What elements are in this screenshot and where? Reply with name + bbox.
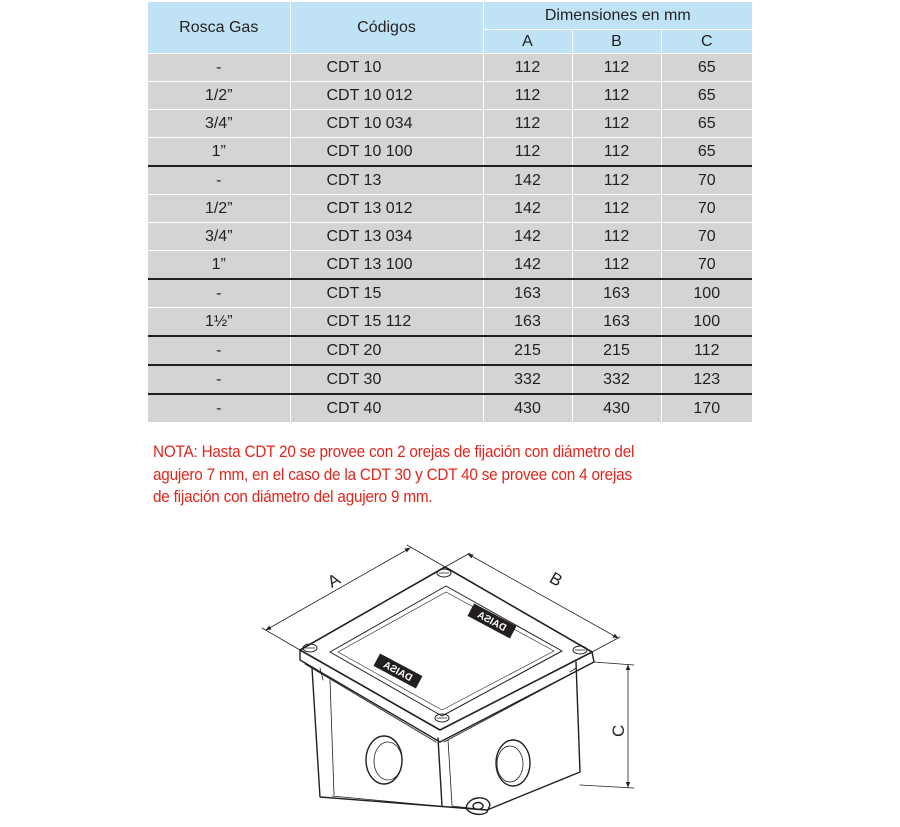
cell-thread: 1/2” xyxy=(148,82,290,110)
brand-label: DAISA xyxy=(381,659,414,685)
brand-plate-bottom xyxy=(374,654,423,689)
table-row xyxy=(148,166,752,195)
table-row xyxy=(148,336,752,365)
box-body xyxy=(312,659,580,810)
cell-code: CDT 15 xyxy=(290,279,483,308)
header-dim-b: B xyxy=(572,30,661,54)
cell-code: CDT 15 112 xyxy=(290,308,483,337)
brand-label: DAISA xyxy=(475,609,508,635)
cell-code: CDT 30 xyxy=(290,365,483,394)
cell-b: 112 xyxy=(572,54,661,82)
table-row xyxy=(148,195,752,223)
header-dim-a: A xyxy=(483,30,572,54)
note-line: NOTA: Hasta CDT 20 se provee con 2 orejas de fijación con diámetro del xyxy=(153,443,635,461)
cell-a: 112 xyxy=(483,82,572,110)
cell-a: 112 xyxy=(483,110,572,138)
cell-thread: 1/2” xyxy=(148,195,290,223)
cell-c: 100 xyxy=(661,308,752,337)
note-line: agujero 7 mm, en el caso de la CDT 30 y CDT 40 se provee con 4 orejas xyxy=(153,465,632,484)
cell-code: CDT 20 xyxy=(290,336,483,365)
cell-c: 65 xyxy=(661,138,752,167)
cell-c: 70 xyxy=(661,166,752,195)
header-thread: Rosca Gas xyxy=(148,2,290,54)
header-dim-c: C xyxy=(661,30,752,54)
dim-a-label: A xyxy=(324,569,344,592)
mounting-ear xyxy=(466,798,490,815)
junction-box-drawing xyxy=(0,520,900,827)
cell-a: 112 xyxy=(483,138,572,167)
cell-code: CDT 13 100 xyxy=(290,251,483,280)
cell-thread: - xyxy=(148,279,290,308)
cell-code: CDT 13 034 xyxy=(290,223,483,251)
cell-c: 70 xyxy=(661,251,752,280)
table-row xyxy=(148,394,752,422)
cell-c: 170 xyxy=(661,394,752,422)
cell-code: CDT 13 012 xyxy=(290,195,483,223)
cell-b: 163 xyxy=(572,308,661,337)
note-line: de fijación con diámetro del agujero 9 mm. xyxy=(153,488,433,506)
cell-code: CDT 10 xyxy=(290,54,483,82)
table-row xyxy=(148,138,752,167)
table-row xyxy=(148,365,752,394)
cell-code: CDT 13 xyxy=(290,166,483,195)
cell-c: 70 xyxy=(661,223,752,251)
cell-a: 142 xyxy=(483,195,572,223)
cell-b: 112 xyxy=(572,223,661,251)
cell-thread: - xyxy=(148,54,290,82)
dim-c-label: C xyxy=(609,724,628,737)
cell-a: 142 xyxy=(483,166,572,195)
dimension-a xyxy=(262,545,445,650)
cell-a: 430 xyxy=(483,394,572,422)
cell-b: 112 xyxy=(572,138,661,167)
cell-c: 70 xyxy=(661,195,752,223)
cell-c: 65 xyxy=(661,54,752,82)
cell-code: CDT 10 012 xyxy=(290,82,483,110)
cell-code: CDT 40 xyxy=(290,394,483,422)
table-row xyxy=(148,223,752,251)
table-row xyxy=(148,54,752,82)
cell-b: 332 xyxy=(572,365,661,394)
cell-thread: - xyxy=(148,394,290,422)
cell-thread: 3/4” xyxy=(148,110,290,138)
table-row xyxy=(148,82,752,110)
cell-b: 112 xyxy=(572,195,661,223)
cell-c: 123 xyxy=(661,365,752,394)
dimensions-table xyxy=(148,2,752,422)
cell-c: 112 xyxy=(661,336,752,365)
cell-thread: 3/4” xyxy=(148,223,290,251)
cell-b: 163 xyxy=(572,279,661,308)
cell-b: 215 xyxy=(572,336,661,365)
cell-c: 65 xyxy=(661,110,752,138)
cell-thread: - xyxy=(148,166,290,195)
cell-a: 163 xyxy=(483,279,572,308)
cell-code: CDT 10 034 xyxy=(290,110,483,138)
cell-a: 215 xyxy=(483,336,572,365)
header-codes: Códigos xyxy=(290,2,483,54)
cell-thread: - xyxy=(148,336,290,365)
table-row xyxy=(148,308,752,337)
cell-thread: 1” xyxy=(148,138,290,167)
header-dimensions: Dimensiones en mm xyxy=(483,2,752,30)
cell-b: 112 xyxy=(572,166,661,195)
cell-thread: 1½” xyxy=(148,308,290,337)
cell-c: 100 xyxy=(661,279,752,308)
cell-a: 163 xyxy=(483,308,572,337)
cell-code: CDT 10 100 xyxy=(290,138,483,167)
cell-a: 142 xyxy=(483,223,572,251)
table-row xyxy=(148,110,752,138)
cell-thread: - xyxy=(148,365,290,394)
cell-b: 112 xyxy=(572,110,661,138)
note-text xyxy=(153,441,674,509)
dimension-b xyxy=(445,553,620,652)
cell-b: 112 xyxy=(572,82,661,110)
cell-a: 332 xyxy=(483,365,572,394)
cell-a: 142 xyxy=(483,251,572,280)
cell-b: 430 xyxy=(572,394,661,422)
dimension-c xyxy=(580,662,634,788)
cell-b: 112 xyxy=(572,251,661,280)
cell-a: 112 xyxy=(483,54,572,82)
dim-b-label: B xyxy=(546,568,566,591)
table-row xyxy=(148,251,752,280)
cell-thread: 1” xyxy=(148,251,290,280)
table-row xyxy=(148,279,752,308)
cell-c: 65 xyxy=(661,82,752,110)
